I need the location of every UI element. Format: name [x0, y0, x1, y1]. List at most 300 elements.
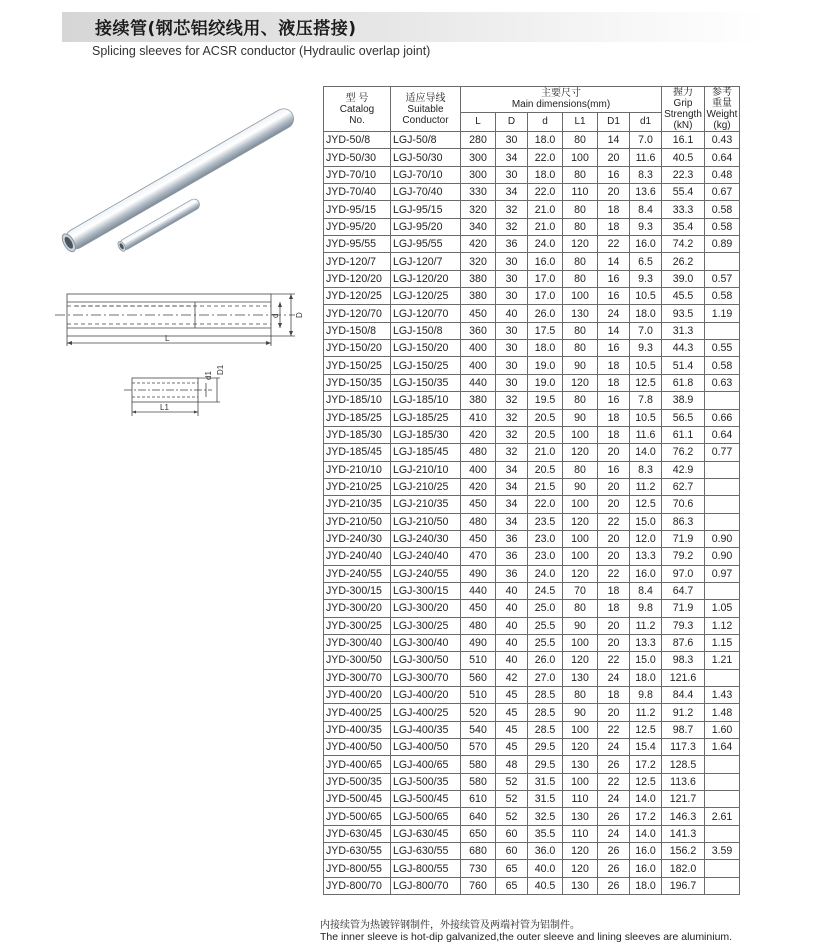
table-cell: LGJ-400/50: [391, 739, 461, 756]
table-cell: JYD-150/8: [324, 322, 391, 339]
table-cell: [705, 773, 740, 790]
table-row: [324, 600, 740, 617]
table-cell: 70: [563, 582, 598, 599]
table-cell: 34: [496, 149, 528, 166]
table-cell: 120: [563, 860, 598, 877]
table-cell: 79.3: [662, 617, 705, 634]
table-cell: 90: [563, 617, 598, 634]
table-cell: 510: [461, 687, 496, 704]
table-cell: 6.5: [630, 253, 662, 270]
table-cell: 33.3: [662, 201, 705, 218]
col-L1-header: L1: [563, 112, 598, 131]
table-cell: 360: [461, 322, 496, 339]
table-cell: LGJ-95/55: [391, 236, 461, 253]
table-cell: 11.2: [630, 704, 662, 721]
table-cell: 74.2: [662, 236, 705, 253]
table-row: [324, 565, 740, 582]
table-cell: 40: [496, 652, 528, 669]
table-row: [324, 218, 740, 235]
table-cell: 0.63: [705, 374, 740, 391]
table-cell: 420: [461, 426, 496, 443]
col-D-header: D: [496, 112, 528, 131]
table-row: [324, 409, 740, 426]
table-cell: [705, 478, 740, 495]
table-cell: [705, 392, 740, 409]
table-cell: LGJ-185/10: [391, 392, 461, 409]
table-cell: 80: [563, 132, 598, 149]
table-cell: 0.64: [705, 426, 740, 443]
table-cell: JYD-400/35: [324, 721, 391, 738]
table-cell: LGJ-70/40: [391, 184, 461, 201]
table-cell: JYD-240/40: [324, 548, 391, 565]
table-cell: 51.4: [662, 357, 705, 374]
table-cell: 1.15: [705, 634, 740, 651]
table-cell: 22: [598, 721, 630, 738]
table-cell: 450: [461, 496, 496, 513]
table-row: [324, 184, 740, 201]
table-cell: 120: [563, 513, 598, 530]
table-row: [324, 739, 740, 756]
table-cell: 26.0: [528, 305, 563, 322]
table-cell: 18.0: [528, 132, 563, 149]
table-cell: 24: [598, 825, 630, 842]
table-cell: JYD-500/45: [324, 791, 391, 808]
table-cell: 15.4: [630, 739, 662, 756]
table-cell: 0.58: [705, 218, 740, 235]
table-cell: 16.0: [630, 843, 662, 860]
table-cell: LGJ-210/25: [391, 478, 461, 495]
table-cell: 16.0: [630, 565, 662, 582]
table-cell: LGJ-120/70: [391, 305, 461, 322]
table-cell: 400: [461, 340, 496, 357]
table-cell: 90: [563, 409, 598, 426]
table-cell: 21.0: [528, 201, 563, 218]
table-cell: 0.89: [705, 236, 740, 253]
table-cell: 0.58: [705, 288, 740, 305]
table-cell: [705, 669, 740, 686]
table-cell: 1.12: [705, 617, 740, 634]
table-row: [324, 773, 740, 790]
table-cell: 84.4: [662, 687, 705, 704]
table-cell: JYD-210/35: [324, 496, 391, 513]
table-cell: 117.3: [662, 739, 705, 756]
table-cell: LGJ-400/25: [391, 704, 461, 721]
table-cell: 52: [496, 773, 528, 790]
table-cell: 34: [496, 184, 528, 201]
table-row: [324, 357, 740, 374]
table-cell: 20: [598, 634, 630, 651]
table-cell: LGJ-210/50: [391, 513, 461, 530]
table-cell: LGJ-300/25: [391, 617, 461, 634]
table-cell: LGJ-150/20: [391, 340, 461, 357]
table-cell: 7.8: [630, 392, 662, 409]
col-D1-header: D1: [598, 112, 630, 131]
table-cell: [705, 253, 740, 270]
table-cell: JYD-240/55: [324, 565, 391, 582]
table-cell: 22: [598, 236, 630, 253]
table-cell: 25.5: [528, 634, 563, 651]
table-cell: 14.0: [630, 791, 662, 808]
header-row: [324, 87, 740, 113]
table-cell: 42.9: [662, 461, 705, 478]
table-cell: 32: [496, 201, 528, 218]
table-cell: 120: [563, 652, 598, 669]
table-cell: 130: [563, 305, 598, 322]
table-cell: 300: [461, 149, 496, 166]
table-cell: 110: [563, 791, 598, 808]
dim-D-label: D: [295, 312, 304, 318]
table-cell: JYD-120/70: [324, 305, 391, 322]
table-cell: JYD-300/20: [324, 600, 391, 617]
table-cell: LGJ-500/65: [391, 808, 461, 825]
table-cell: LGJ-95/20: [391, 218, 461, 235]
table-cell: 34: [496, 496, 528, 513]
table-cell: 400: [461, 357, 496, 374]
col-catalog-header: 型 号 Catalog No.: [324, 87, 391, 132]
table-cell: 1.05: [705, 600, 740, 617]
table-row: [324, 461, 740, 478]
table-cell: 320: [461, 201, 496, 218]
table-row: [324, 166, 740, 183]
table-cell: LGJ-185/30: [391, 426, 461, 443]
table-cell: 16.0: [528, 253, 563, 270]
table-cell: JYD-185/30: [324, 426, 391, 443]
table-cell: 113.6: [662, 773, 705, 790]
table-cell: 30: [496, 322, 528, 339]
table-cell: 16: [598, 166, 630, 183]
table-cell: 38.9: [662, 392, 705, 409]
table-cell: 11.6: [630, 426, 662, 443]
table-cell: 0.97: [705, 565, 740, 582]
table-cell: 90: [563, 704, 598, 721]
table-cell: 680: [461, 843, 496, 860]
table-cell: 400: [461, 461, 496, 478]
table-cell: 100: [563, 149, 598, 166]
table-cell: 380: [461, 288, 496, 305]
table-cell: JYD-50/30: [324, 149, 391, 166]
table-cell: 120: [563, 236, 598, 253]
table-cell: 40.5: [662, 149, 705, 166]
table-cell: 280: [461, 132, 496, 149]
table-cell: 79.2: [662, 548, 705, 565]
table-cell: 1.43: [705, 687, 740, 704]
table-cell: LGJ-185/45: [391, 444, 461, 461]
table-cell: JYD-300/40: [324, 634, 391, 651]
table-cell: 13.3: [630, 548, 662, 565]
table-cell: 22.0: [528, 184, 563, 201]
table-cell: 80: [563, 600, 598, 617]
table-cell: LGJ-300/50: [391, 652, 461, 669]
dim-d1-label: d1: [204, 371, 213, 380]
table-cell: 380: [461, 392, 496, 409]
table-cell: LGJ-150/25: [391, 357, 461, 374]
table-cell: JYD-185/45: [324, 444, 391, 461]
table-cell: [705, 860, 740, 877]
table-cell: 13.3: [630, 634, 662, 651]
table-cell: 420: [461, 236, 496, 253]
table-cell: 490: [461, 565, 496, 582]
inner-sleeve-drawing: [120, 352, 250, 422]
table-cell: 300: [461, 166, 496, 183]
table-cell: 19.0: [528, 357, 563, 374]
table-cell: 8.4: [630, 582, 662, 599]
table-cell: 32: [496, 392, 528, 409]
table-cell: 510: [461, 652, 496, 669]
table-cell: 98.3: [662, 652, 705, 669]
table-cell: 110: [563, 825, 598, 842]
table-cell: 21.0: [528, 444, 563, 461]
table-cell: 440: [461, 374, 496, 391]
table-cell: 130: [563, 877, 598, 894]
table-cell: 0.67: [705, 184, 740, 201]
table-cell: [705, 461, 740, 478]
table-cell: 26: [598, 877, 630, 894]
table-cell: 71.9: [662, 600, 705, 617]
table-cell: 80: [563, 340, 598, 357]
table-cell: 0.57: [705, 270, 740, 287]
table-cell: 71.9: [662, 530, 705, 547]
table-row: [324, 288, 740, 305]
table-row: [324, 756, 740, 773]
table-cell: 120: [563, 565, 598, 582]
table-cell: [705, 322, 740, 339]
table-cell: 39.0: [662, 270, 705, 287]
table-cell: 18: [598, 357, 630, 374]
table-cell: LGJ-185/25: [391, 409, 461, 426]
table-cell: 18: [598, 582, 630, 599]
table-cell: LGJ-400/65: [391, 756, 461, 773]
table-cell: 26: [598, 860, 630, 877]
table-cell: 16: [598, 461, 630, 478]
table-cell: 0.55: [705, 340, 740, 357]
outer-sleeve-drawing: [55, 280, 315, 350]
table-cell: 121.7: [662, 791, 705, 808]
table-cell: 30: [496, 357, 528, 374]
table-cell: 18: [598, 409, 630, 426]
table-cell: 17.2: [630, 808, 662, 825]
table-cell: JYD-800/55: [324, 860, 391, 877]
table-cell: 32: [496, 218, 528, 235]
table-row: [324, 478, 740, 495]
table-cell: 650: [461, 825, 496, 842]
dim-L-label: L: [165, 334, 170, 343]
table-cell: 48: [496, 756, 528, 773]
table-cell: 20: [598, 444, 630, 461]
table-cell: 30: [496, 166, 528, 183]
table-cell: LGJ-630/45: [391, 825, 461, 842]
table-cell: 26.2: [662, 253, 705, 270]
table-cell: JYD-95/20: [324, 218, 391, 235]
table-row: [324, 496, 740, 513]
table-cell: 44.3: [662, 340, 705, 357]
table-cell: 380: [461, 270, 496, 287]
table-cell: 17.5: [528, 322, 563, 339]
table-cell: 30: [496, 253, 528, 270]
table-cell: 18: [598, 600, 630, 617]
table-cell: 31.3: [662, 322, 705, 339]
table-cell: 24: [598, 669, 630, 686]
table-cell: 28.5: [528, 687, 563, 704]
table-cell: 121.6: [662, 669, 705, 686]
table-cell: LGJ-800/55: [391, 860, 461, 877]
table-cell: 410: [461, 409, 496, 426]
table-cell: 61.8: [662, 374, 705, 391]
table-cell: 196.7: [662, 877, 705, 894]
table-cell: LGJ-300/15: [391, 582, 461, 599]
spec-table: [323, 86, 740, 895]
table-cell: 45: [496, 739, 528, 756]
table-cell: 18.0: [630, 305, 662, 322]
table-cell: JYD-95/15: [324, 201, 391, 218]
sleeve-photo: [55, 88, 315, 268]
table-cell: 540: [461, 721, 496, 738]
table-cell: 80: [563, 201, 598, 218]
table-cell: 24.5: [528, 582, 563, 599]
table-cell: 40.0: [528, 860, 563, 877]
table-cell: 480: [461, 513, 496, 530]
table-cell: 156.2: [662, 843, 705, 860]
table-row: [324, 392, 740, 409]
table-cell: JYD-120/25: [324, 288, 391, 305]
table-cell: 22: [598, 513, 630, 530]
table-cell: 0.58: [705, 201, 740, 218]
table-cell: 130: [563, 808, 598, 825]
table-cell: 31.5: [528, 791, 563, 808]
table-cell: 16.0: [630, 236, 662, 253]
table-cell: LGJ-400/20: [391, 687, 461, 704]
table-cell: 470: [461, 548, 496, 565]
table-row: [324, 236, 740, 253]
table-cell: 61.1: [662, 426, 705, 443]
table-cell: 28.5: [528, 704, 563, 721]
table-cell: 11.6: [630, 149, 662, 166]
table-cell: 18.0: [630, 669, 662, 686]
table-cell: 32.5: [528, 808, 563, 825]
table-cell: 34: [496, 478, 528, 495]
table-row: [324, 530, 740, 547]
table-cell: LGJ-50/30: [391, 149, 461, 166]
table-cell: 30: [496, 374, 528, 391]
table-cell: 30: [496, 340, 528, 357]
table-cell: 320: [461, 253, 496, 270]
table-row: [324, 617, 740, 634]
table-cell: 3.59: [705, 843, 740, 860]
table-cell: 20.5: [528, 409, 563, 426]
table-row: [324, 253, 740, 270]
table-cell: 120: [563, 444, 598, 461]
table-cell: 25.0: [528, 600, 563, 617]
table-cell: 36: [496, 236, 528, 253]
table-cell: 10.5: [630, 357, 662, 374]
table-cell: 31.5: [528, 773, 563, 790]
table-cell: LGJ-400/35: [391, 721, 461, 738]
table-cell: 2.61: [705, 808, 740, 825]
table-cell: JYD-400/20: [324, 687, 391, 704]
table-cell: 13.6: [630, 184, 662, 201]
table-cell: 490: [461, 634, 496, 651]
table-cell: 18: [598, 374, 630, 391]
table-cell: LGJ-120/20: [391, 270, 461, 287]
table-cell: 23.5: [528, 513, 563, 530]
table-cell: 14: [598, 132, 630, 149]
col-weight-header: 参考 重量 Weight (kg): [705, 87, 740, 132]
table-row: [324, 791, 740, 808]
table-cell: 580: [461, 756, 496, 773]
table-cell: 20: [598, 704, 630, 721]
table-cell: 0.43: [705, 132, 740, 149]
table-row: [324, 305, 740, 322]
table-cell: 120: [563, 374, 598, 391]
table-cell: 18.0: [528, 166, 563, 183]
table-row: [324, 201, 740, 218]
table-cell: 40: [496, 600, 528, 617]
table-cell: 34: [496, 461, 528, 478]
table-cell: 16: [598, 392, 630, 409]
table-cell: 21.0: [528, 218, 563, 235]
table-cell: 0.90: [705, 530, 740, 547]
table-cell: 18: [598, 426, 630, 443]
table-cell: LGJ-210/35: [391, 496, 461, 513]
table-cell: 90: [563, 478, 598, 495]
table-cell: 100: [563, 288, 598, 305]
table-cell: LGJ-240/30: [391, 530, 461, 547]
table-cell: 29.5: [528, 739, 563, 756]
table-cell: 18: [598, 687, 630, 704]
table-cell: [705, 756, 740, 773]
table-cell: 80: [563, 461, 598, 478]
table-cell: JYD-800/70: [324, 877, 391, 894]
table-cell: 12.5: [630, 496, 662, 513]
table-cell: 18.0: [630, 877, 662, 894]
table-cell: 9.8: [630, 600, 662, 617]
table-cell: 30: [496, 132, 528, 149]
table-cell: JYD-185/25: [324, 409, 391, 426]
table-cell: 65: [496, 877, 528, 894]
table-cell: 8.3: [630, 166, 662, 183]
table-cell: 55.4: [662, 184, 705, 201]
table-row: [324, 340, 740, 357]
table-cell: 97.0: [662, 565, 705, 582]
page-title: 接续管(钢芯铝绞线用、液压搭接): [95, 19, 357, 39]
table-cell: 100: [563, 721, 598, 738]
table-cell: JYD-500/35: [324, 773, 391, 790]
table-cell: 0.48: [705, 166, 740, 183]
table-cell: 93.5: [662, 305, 705, 322]
table-cell: JYD-120/20: [324, 270, 391, 287]
table-cell: 8.3: [630, 461, 662, 478]
table-cell: 35.5: [528, 825, 563, 842]
table-cell: LGJ-210/10: [391, 461, 461, 478]
table-cell: 1.21: [705, 652, 740, 669]
table-cell: 36.0: [528, 843, 563, 860]
table-cell: 70.6: [662, 496, 705, 513]
table-cell: 0.66: [705, 409, 740, 426]
table-cell: 10.5: [630, 409, 662, 426]
table-cell: 340: [461, 218, 496, 235]
table-cell: JYD-185/10: [324, 392, 391, 409]
table-cell: 80: [563, 270, 598, 287]
table-cell: 28.5: [528, 721, 563, 738]
footnote-en: The inner sleeve is hot-dip galvanized,the outer sleeve and lining sleeves are aluminium.: [320, 931, 733, 943]
table-cell: 45: [496, 704, 528, 721]
table-cell: 17.0: [528, 270, 563, 287]
col-d1-header: d1: [630, 112, 662, 131]
table-cell: 20: [598, 478, 630, 495]
table-cell: 24: [598, 739, 630, 756]
table-cell: JYD-500/65: [324, 808, 391, 825]
table-cell: 0.58: [705, 357, 740, 374]
table-cell: 11.2: [630, 617, 662, 634]
